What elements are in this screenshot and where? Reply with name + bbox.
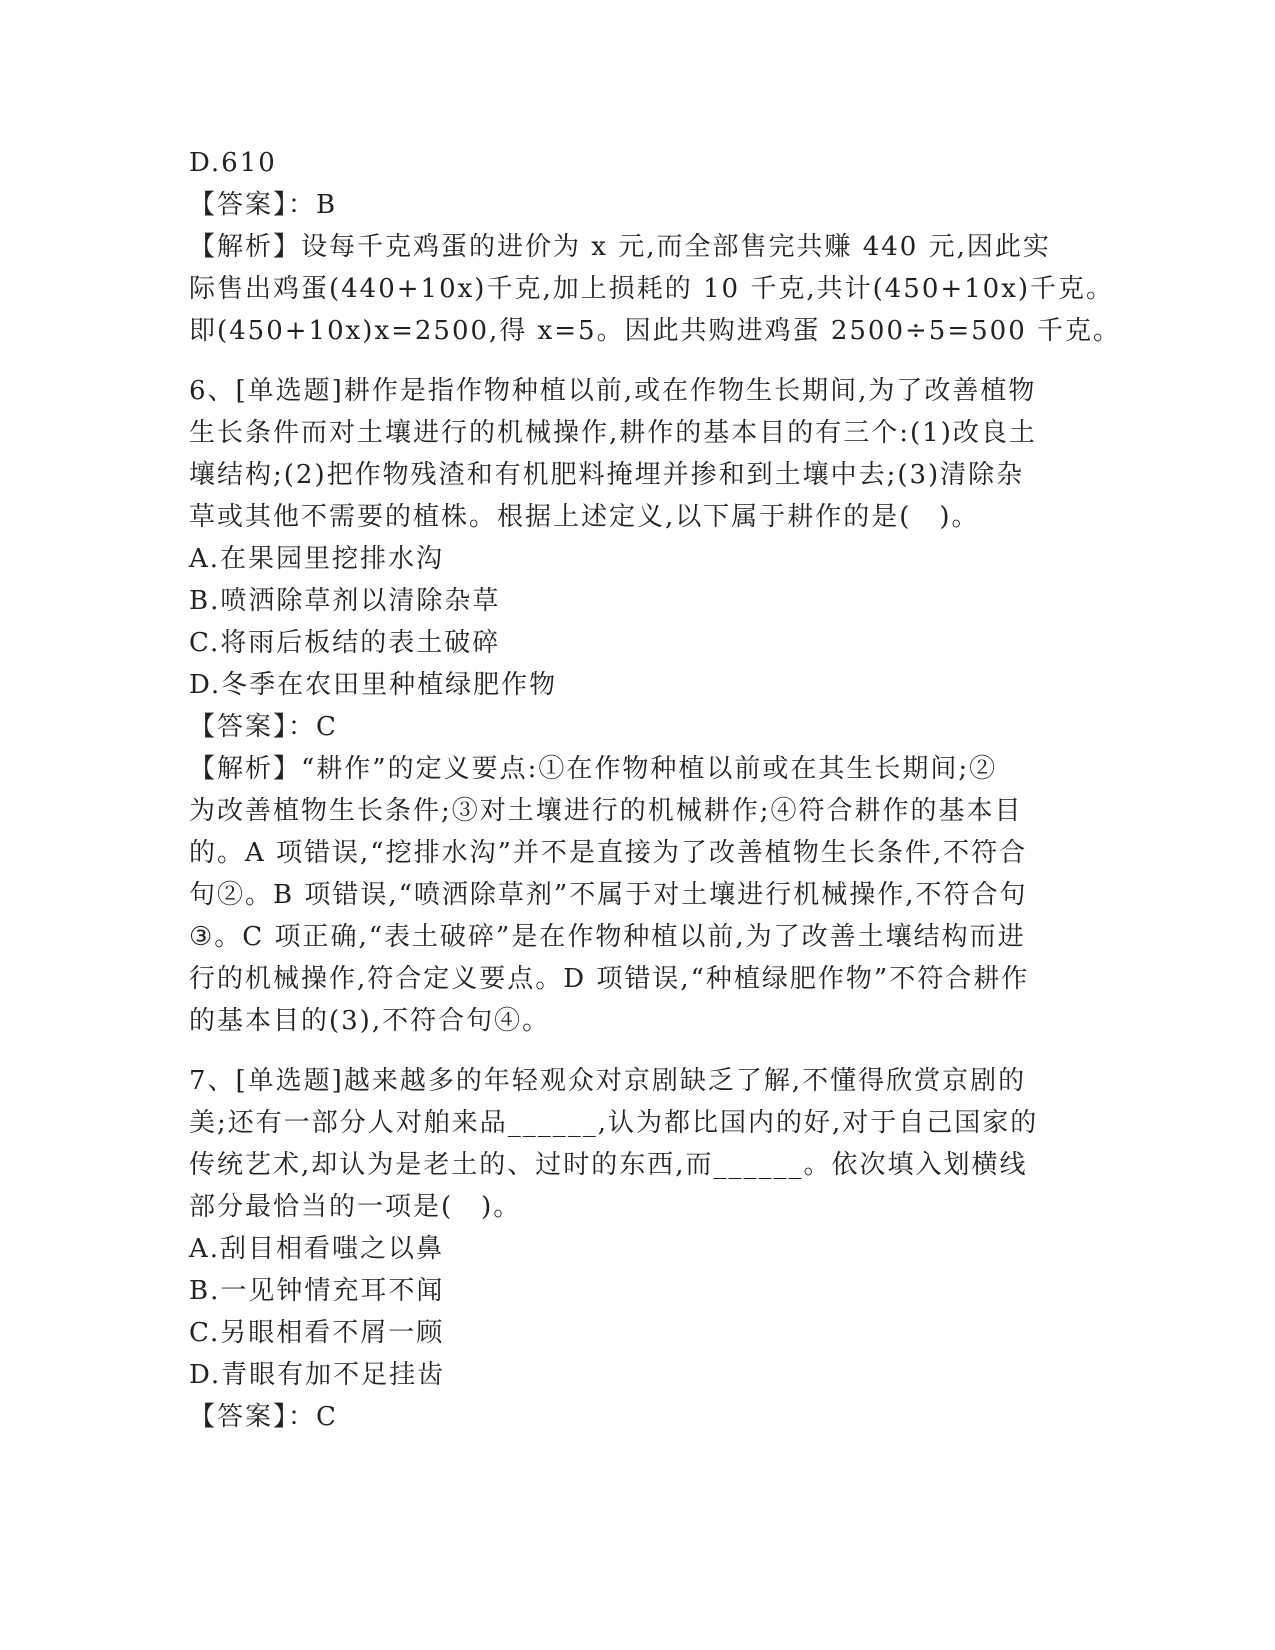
spacer [189, 1042, 1089, 1060]
q7-stem-line: 传统艺术,却认为是老土的、过时的东西,而______。依次填入划横线 [189, 1150, 1028, 1180]
q6-option-c: C.将雨后板结的表土破碎 [189, 628, 501, 658]
q6-option-d: D.冬季在农田里种植绿肥作物 [189, 670, 558, 700]
spacer [189, 352, 1089, 370]
q6-answer: 【答案】：C [189, 712, 338, 742]
q6-analysis-line: 【解析】“耕作”的定义要点:①在作物种植以前或在其生长期间;② [189, 754, 998, 784]
q6-analysis-line: 的。A 项错误,“挖排水沟”并不是直接为了改善植物生长条件,不符合 [189, 838, 1028, 868]
q6-stem-line: 壤结构;(2)把作物残渣和有机肥料掩埋并掺和到土壤中去;(3)清除杂 [189, 460, 1025, 490]
q6-stem-line: 6、[单选题]耕作是指作物种植以前,或在作物生长期间,为了改善植物 [189, 376, 1037, 406]
q7-option-b: B.一见钟情充耳不闻 [189, 1276, 445, 1306]
q6-analysis-line: 为改善植物生长条件;③对土壤进行的机械耕作;④符合耕作的基本目 [189, 796, 1023, 826]
q5-analysis-line: 【解析】设每千克鸡蛋的进价为 x 元,而全部售完共赚 440 元,因此实 [189, 232, 1051, 262]
q6-stem-line: 草或其他不需要的植株。根据上述定义,以下属于耕作的是( )。 [189, 502, 980, 532]
q7-option-a: A.刮目相看嗤之以鼻 [189, 1234, 445, 1264]
q5-analysis-line: 际售出鸡蛋(440+10x)千克,加上损耗的 10 千克,共计(450+10x)千克。 [189, 274, 1115, 304]
q6-stem-line: 生长条件而对土壤进行的机械操作,耕作的基本目的有三个:(1)改良土 [189, 418, 1037, 448]
q7-stem-line: 7、[单选题]越来越多的年轻观众对京剧缺乏了解,不懂得欣赏京剧的 [189, 1066, 1027, 1096]
q5-analysis-line: 即(450+10x)x=2500,得 x=5。因此共购进鸡蛋 2500÷5=500 千克。 [189, 316, 1122, 346]
q6-analysis-line: 句②。B 项错误,“喷洒除草剂”不属于对土壤进行机械操作,不符合句 [189, 880, 1028, 910]
q7-answer: 【答案】：C [189, 1402, 338, 1432]
q6-analysis-line: 的基本目的(3),不符合句④。 [189, 1006, 551, 1036]
q6-option-b: B.喷洒除草剂以清除杂草 [189, 586, 501, 616]
q6-analysis-line: 行的机械操作,符合定义要点。D 项错误,“种植绿肥作物”不符合耕作 [189, 964, 1030, 994]
q7-stem-line: 美;还有一部分人对舶来品______,认为都比国内的好,对于自己国家的 [189, 1108, 1039, 1138]
document-page [189, 142, 1122, 1438]
q7-stem-line: 部分最恰当的一项是( )。 [189, 1192, 522, 1222]
q6-analysis-line: ③。C 项正确,“表土破碎”是在作物种植以前,为了改善土壤结构而进 [189, 922, 1026, 952]
q5-answer: 【答案】：B [189, 190, 338, 220]
q7-option-d: D.青眼有加不足挂齿 [189, 1360, 446, 1390]
q6-option-a: A.在果园里挖排水沟 [189, 544, 445, 574]
q7-option-c: C.另眼相看不屑一顾 [189, 1318, 445, 1348]
q5-option-d: D.610 [189, 148, 277, 178]
